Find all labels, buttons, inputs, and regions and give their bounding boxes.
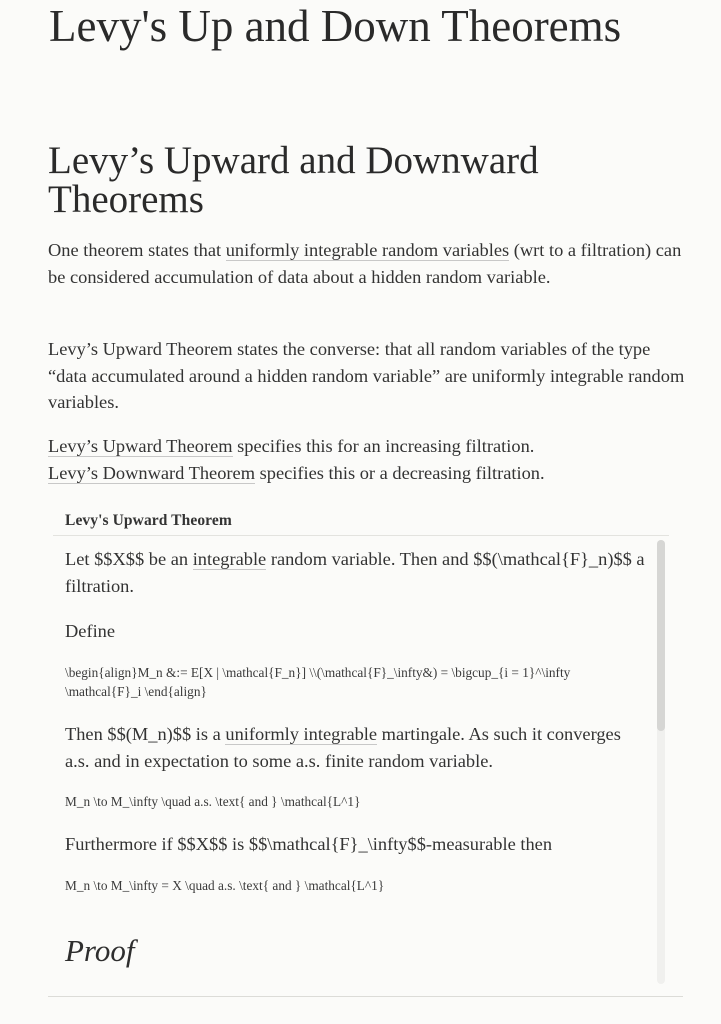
theorem-hypothesis — [65, 546, 645, 599]
hypothesis-after: random variable. Then and $$(\mathcal{F}_n)$$ a filtration. — [65, 549, 645, 596]
theorem-conclusion — [65, 721, 645, 774]
section-title: Levy’s Upward and Downward Theorems — [48, 139, 539, 221]
intro-text-before: One theorem states that — [48, 240, 226, 260]
math-definition: \begin{align}M_n &:= E[X | \mathcal{F_n}] \\(\mathcal{F}_\infty&) = \bigcup_{i = 1}^\infty \mathcal{F}_i \end{align} — [65, 665, 571, 699]
link-uniformly-integrable[interactable]: uniformly integrable — [225, 724, 378, 744]
downward-description: specifies this or a decreasing filtration. — [255, 462, 545, 483]
theorem-links-paragraph — [48, 433, 693, 486]
proof-heading: Proof — [65, 933, 135, 968]
link-integrable[interactable]: integrable — [192, 549, 267, 569]
link-levys-upward-theorem[interactable]: Levy’s Upward Theorem — [48, 436, 233, 456]
card-scrollbar[interactable] — [657, 540, 665, 984]
math-convergence: M_n \to M_\infty \quad a.s. \text{ and } \mathcal{L^1} — [65, 794, 361, 809]
page-title: Levy's Up and Down Theorems — [49, 1, 622, 51]
bottom-divider — [48, 996, 683, 997]
math-convergence-to-x: M_n \to M_\infty = X \quad a.s. \text{ and } \mathcal{L^1} — [65, 878, 385, 893]
hypothesis-before: Let $$X$$ be an — [65, 549, 193, 569]
link-levys-downward-theorem[interactable]: Levy’s Downward Theorem — [48, 462, 256, 483]
intro-paragraph — [48, 237, 693, 290]
conclusion-before: Then $$(M_n)$$ is a — [65, 724, 226, 744]
define-label: Define — [65, 621, 116, 641]
converse-paragraph: Levy’s Upward Theorem states the converse: that all random variables of the type “data accumulated around a hidden random variable” are uniformly integrable random variables. — [48, 339, 685, 412]
link-uniformly-integrable-random-variables[interactable]: uniformly integrable random variables — [225, 240, 510, 260]
card-header: Levy's Upward Theorem — [65, 512, 232, 529]
conclusion-after: martingale. As such it converges a.s. and in expectation to some a.s. finite random variable. — [65, 724, 621, 771]
upward-description: specifies this for an increasing filtration. — [232, 436, 535, 456]
card-body[interactable] — [53, 536, 653, 986]
intro-text-after: (wrt to a filtration) can be considered accumulation of data about a hidden random variable. — [48, 240, 682, 287]
card-scrollbar-thumb[interactable] — [657, 540, 665, 731]
measurability-statement: Furthermore if $$X$$ is $$\mathcal{F}_\infty$$-measurable then — [65, 834, 553, 854]
theorem-card — [53, 506, 669, 986]
